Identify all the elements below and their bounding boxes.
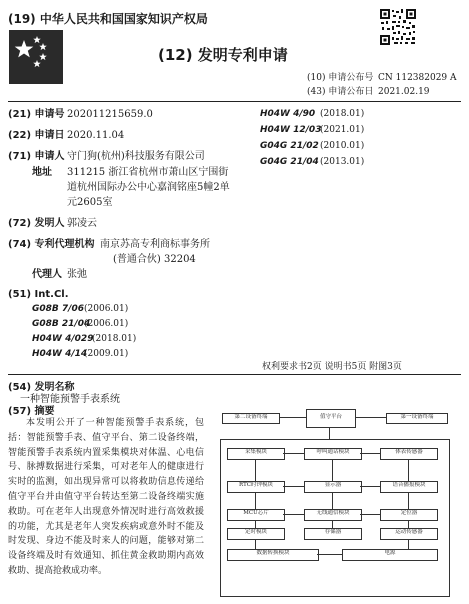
intcl-year: (2013.01)	[320, 157, 365, 167]
intcl-year: (2010.01)	[320, 141, 365, 151]
connector-line	[279, 417, 306, 418]
intcl-code: H04W 4/90	[260, 109, 316, 119]
connector-line	[255, 539, 256, 549]
connector-line	[360, 453, 380, 454]
connector-line	[255, 459, 256, 481]
abstract-label: (57) 摘要	[8, 406, 55, 417]
flow-box: 采集模块	[227, 448, 285, 460]
connector-line	[360, 514, 380, 515]
flow-box: 体表传感器	[380, 448, 438, 460]
patent-agency-name: 南京苏高专利商标事务所	[100, 239, 210, 250]
intcl-year: (2018.01)	[92, 334, 137, 344]
connector-line	[329, 427, 330, 439]
flow-box: 无线通信模块	[304, 509, 362, 521]
connector-line	[360, 486, 380, 487]
address-line: 311215 浙江省杭州市萧山区宁围街	[67, 167, 229, 178]
connector-line	[317, 554, 342, 555]
publication-number: CN 112382029 A	[378, 73, 457, 83]
connector-line	[283, 453, 304, 454]
flow-box: 定位器	[380, 509, 438, 521]
intcl-year: (2018.01)	[320, 109, 365, 119]
address-line: 道杭州国际办公中心嘉润铭座5幢2单	[67, 182, 230, 193]
intcl-year: (2006.01)	[84, 304, 129, 314]
intcl-year: (2006.01)	[84, 319, 129, 329]
connector-line	[283, 514, 304, 515]
intcl-label: (51) Int.Cl.	[8, 289, 69, 300]
inventor-name: 郭凌云	[67, 218, 97, 229]
header-divider	[8, 101, 461, 102]
connector-line	[332, 520, 333, 528]
intcl-code: G08B 7/06	[32, 304, 84, 314]
intcl-code: G04G 21/02	[260, 141, 319, 151]
connector-line	[332, 459, 333, 481]
publication-date: 2021.02.19	[378, 87, 430, 97]
flow-box: 第二设备终端	[222, 413, 280, 424]
publication-number-label: (10) 申请公布号	[307, 73, 374, 83]
biblio-divider	[8, 374, 461, 375]
abstract-text: 本发明公开了一种智能预警手表系统，包括：智能预警手表、值守平台、第二设备终端，智能预警手表系统内置采集模块对体温、心电信号、脉搏数据进行采集，可对老年人的健康进行实时的监测，如出现异常可以将救助信息传递给值守平台并由值守平台转达至第二设备终端实施救助。可在老年人出现意外情况时进行高效救援的功能，尤其是老年人突发疾病或意外时不能及时发现、身边不能及时来人的问题，能够对第二设备终端及时有效通知、抓住黄金救助期内高效救助、提高抢救成功率。	[8, 418, 204, 576]
application-number: 202011215659.0	[67, 109, 153, 120]
qr-code-icon	[379, 8, 417, 46]
connector-line	[332, 492, 333, 509]
publication-date-label: (43) 申请公布日	[307, 87, 374, 97]
intcl-code: G08B 21/04	[32, 319, 91, 329]
connector-line	[283, 486, 304, 487]
agent-name: 张弛	[67, 269, 87, 280]
flow-box: 定时模块	[227, 528, 285, 540]
national-emblem-icon	[9, 30, 63, 84]
intcl-year: (2021.01)	[320, 125, 365, 135]
patent-office-header: (19) 中华人民共和国国家知识产权局	[8, 12, 208, 26]
application-date: 2020.11.04	[67, 130, 125, 141]
flow-box: MCU芯片	[227, 509, 285, 521]
patent-agency-label: (74) 专利代理机构	[8, 239, 95, 250]
flow-box: 数据转换模块	[227, 549, 319, 561]
application-number-label: (21) 申请号	[8, 109, 65, 120]
page-count-summary: 权利要求书2页 说明书5页 附图3页	[262, 362, 402, 372]
flow-box: 运动传感器	[380, 528, 438, 540]
applicant-label: (71) 申请人	[8, 151, 65, 162]
applicant-name: 守门狗(杭州)科技服务有限公司	[67, 151, 205, 162]
address-label: 地址	[32, 167, 52, 178]
connector-line	[355, 417, 386, 418]
flow-box: 第一设备终端	[386, 413, 448, 424]
invention-title: 一种智能预警手表系统	[20, 394, 120, 405]
flow-box: 值守平台	[306, 409, 356, 428]
connector-line	[408, 459, 409, 481]
intcl-code: H04W 4/14	[32, 349, 88, 359]
connector-line	[255, 492, 256, 509]
intcl-code: G04G 21/04	[260, 157, 319, 167]
connector-line	[255, 520, 256, 528]
intcl-code: H04W 4/029	[32, 334, 94, 344]
invention-title-label: (54) 发明名称	[8, 382, 75, 393]
flow-box: 语音播报模块	[380, 481, 438, 493]
agent-label: 代理人	[32, 269, 62, 280]
intcl-code: H04W 12/03	[260, 125, 322, 135]
patent-agency-name: (普通合伙) 32204	[113, 254, 196, 265]
flow-box: RTC时钟模块	[227, 481, 285, 493]
flow-box: 存储器	[304, 528, 362, 540]
flow-box: 电源	[342, 549, 438, 561]
system-block-diagram	[212, 398, 462, 598]
application-date-label: (22) 申请日	[8, 130, 65, 141]
connector-line	[408, 539, 409, 549]
flow-box: 呼叫通话模块	[304, 448, 362, 460]
connector-line	[408, 492, 409, 509]
intcl-year: (2009.01)	[84, 349, 129, 359]
connector-line	[408, 520, 409, 528]
address-line: 元2605室	[67, 197, 113, 208]
inventor-label: (72) 发明人	[8, 218, 65, 229]
flow-box: 显示器	[304, 481, 362, 493]
document-type: (12) 发明专利申请	[158, 46, 288, 64]
